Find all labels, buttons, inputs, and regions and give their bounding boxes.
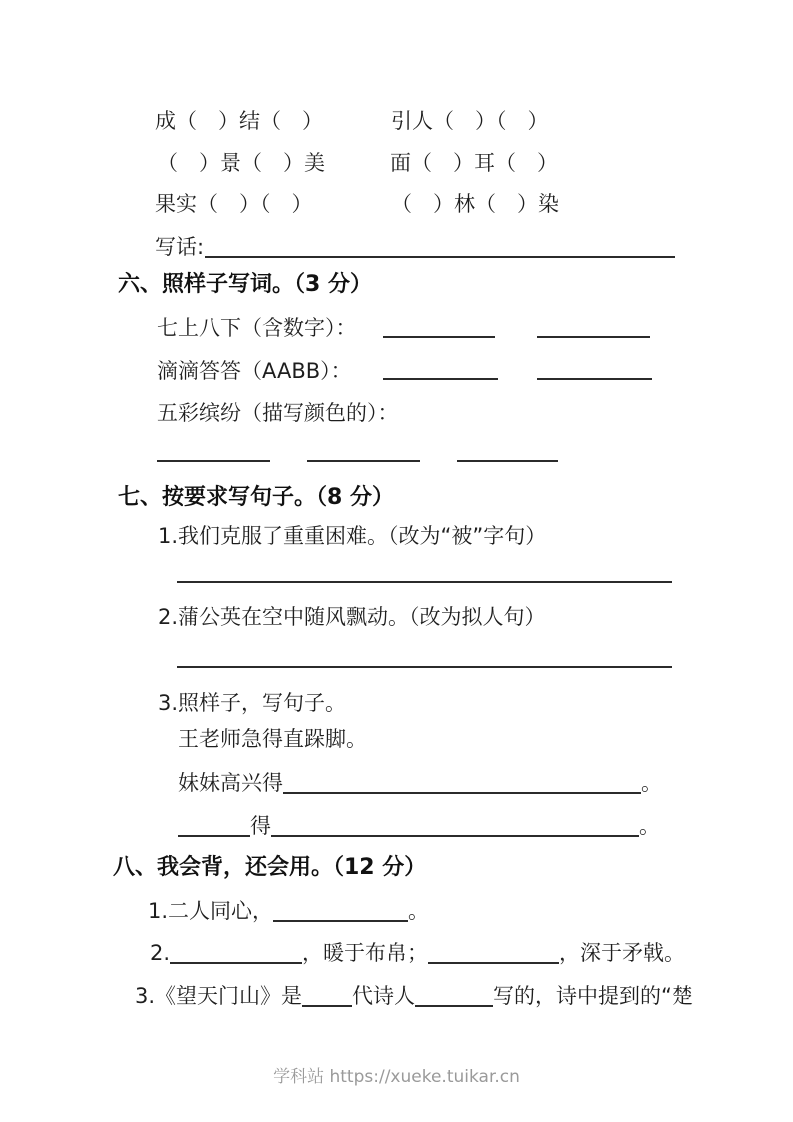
section6-item1-label: 七上八下（含数字）： — [157, 316, 357, 340]
blank-line — [307, 460, 420, 462]
section6-heading: 六、照样子写词。（3 分） — [118, 272, 372, 297]
blank-line — [457, 460, 558, 462]
text-segment: 。 — [408, 899, 430, 923]
question-3: 3.照样子，写句子。 — [158, 691, 347, 715]
text-segment: 妹妹高兴得 — [178, 771, 283, 795]
writing-prompt-label: 写话: — [155, 235, 205, 259]
blank-underline — [178, 833, 250, 837]
word-fill-item: 成（ ）结（ ） — [155, 109, 323, 133]
recite-item-2 — [150, 940, 685, 966]
example-sentence: 王老师急得直跺脚。 — [178, 727, 367, 751]
text-segment: 1.二人同心， — [148, 899, 274, 923]
word-fill-item: 引人（ ）（ ） — [391, 109, 549, 133]
question-1: 1.我们克服了重重困难。（改为“被”字句） — [158, 524, 547, 548]
blank-underline — [415, 1003, 493, 1007]
question-2: 2.蒲公英在空中随风飘动。（改为拟人句） — [158, 605, 546, 629]
blank-underline — [302, 1003, 352, 1007]
blank-underline — [428, 960, 559, 964]
word-fill-item: （ ）景（ ）美 — [157, 151, 325, 175]
text-segment: ，暖于布帛； — [302, 941, 429, 965]
text-segment: 写的，诗中提到的“楚 — [493, 984, 693, 1008]
text-segment: 3.《望天门山》是 — [135, 984, 303, 1008]
section8-heading: 八、我会背，还会用。（12 分） — [113, 855, 427, 880]
text-segment: 。 — [641, 771, 662, 795]
text-segment: ，深于矛戟。 — [559, 941, 686, 965]
blank-underline — [273, 918, 408, 922]
blank-line — [383, 336, 495, 338]
text-segment: 2. — [150, 941, 171, 965]
blank-underline — [283, 790, 641, 794]
footer-watermark: 学科站 https://xueke.tuikar.cn — [273, 1067, 520, 1087]
blank-line — [537, 378, 652, 380]
text-segment: 得 — [250, 814, 271, 838]
answer-line-2 — [177, 666, 672, 668]
blank-underline — [170, 960, 302, 964]
section6-item3-label: 五彩缤纷（描写颜色的）： — [157, 401, 399, 425]
word-fill-item: 果实（ ）（ ） — [155, 192, 313, 216]
text-segment: 代诗人 — [352, 984, 416, 1008]
blank-line — [383, 378, 498, 380]
text-segment: 。 — [639, 814, 660, 838]
blank-line — [537, 336, 650, 338]
fill-sentence-2 — [178, 813, 660, 839]
answer-line-1 — [177, 581, 672, 583]
writing-answer-line — [205, 256, 675, 258]
recite-item-1 — [148, 898, 429, 924]
word-fill-item: （ ）林（ ）染 — [391, 192, 559, 216]
blank-line — [157, 460, 270, 462]
fill-sentence-1 — [178, 770, 662, 796]
section6-item2-label: 滴滴答答（AABB）： — [157, 359, 352, 383]
recite-item-3 — [135, 983, 693, 1009]
section7-heading: 七、按要求写句子。（8 分） — [118, 485, 394, 510]
blank-underline — [271, 833, 639, 837]
word-fill-item: 面（ ）耳（ ） — [390, 151, 558, 175]
